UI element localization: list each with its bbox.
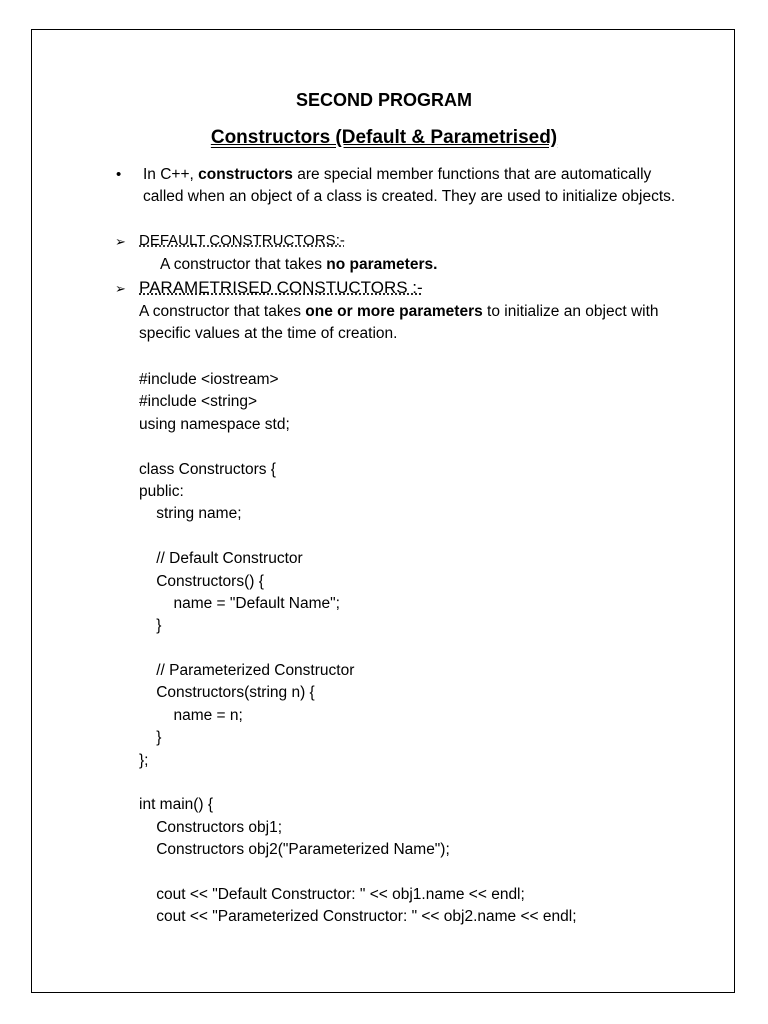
code-line: name = "Default Name";	[139, 594, 340, 612]
code-line: int main() {	[139, 796, 214, 814]
intro-pre: In C++,	[143, 166, 199, 183]
bullet-marker: •	[116, 166, 122, 183]
code-line: // Parameterized Constructor	[139, 662, 355, 680]
code-line	[139, 862, 577, 884]
default-pre: A constructor that takes	[160, 256, 327, 273]
param-bold: one or more parameters	[305, 303, 483, 320]
default-bold: no parameters.	[326, 256, 438, 273]
subtitle-text: Constructors (Default & Parametrised)	[210, 127, 558, 148]
code-line: // Default Constructor	[139, 550, 303, 568]
code-line: cout << "Default Constructor: " << obj1.name << endl;	[139, 885, 525, 903]
code-line: name = n;	[139, 706, 243, 724]
code-line: Constructors(string n) {	[139, 684, 315, 702]
code-line	[139, 772, 577, 794]
param-post: to initialize an object with specific values at the time of creation.	[139, 303, 659, 343]
default-constructors-heading: DEFAULT CONSTRUCTORS:-	[139, 232, 345, 249]
arrow-bullet-icon: ➢	[115, 281, 126, 296]
code-line: }	[139, 729, 162, 747]
parametrised-constructors-heading: PARAMETRISED CONSTUCTORS :-	[139, 278, 423, 297]
code-line: class Constructors {	[139, 460, 276, 478]
code-line: Constructors() {	[139, 572, 264, 590]
intro-paragraph	[143, 164, 683, 209]
code-line: }	[139, 617, 162, 635]
arrow-bullet-icon: ➢	[115, 234, 126, 249]
intro-bold: constructors	[198, 166, 293, 183]
code-line: #include <string>	[139, 393, 258, 411]
code-listing	[139, 369, 577, 929]
code-line: string name;	[139, 505, 242, 523]
document-subtitle	[0, 127, 768, 149]
code-line	[139, 526, 577, 548]
parametrised-constructors-description	[139, 301, 684, 346]
code-line	[139, 436, 577, 458]
document-title: SECOND PROGRAM	[295, 90, 472, 110]
code-line: Constructors obj1;	[139, 818, 283, 836]
code-line	[139, 638, 577, 660]
code-line: Constructors obj2("Parameterized Name");	[139, 841, 450, 859]
param-pre: A constructor that takes	[139, 303, 306, 320]
code-line: cout << "Parameterized Constructor: " << obj2.name << endl;	[139, 908, 577, 926]
default-constructors-description	[160, 254, 437, 276]
intro-post: are special member functions that are automatically called when an object of a class is created. They are used to initialize objects.	[143, 166, 676, 206]
code-line: using namespace std;	[139, 415, 290, 433]
code-line: #include <iostream>	[139, 371, 279, 388]
code-line: };	[139, 751, 149, 769]
code-line: public:	[139, 482, 184, 500]
